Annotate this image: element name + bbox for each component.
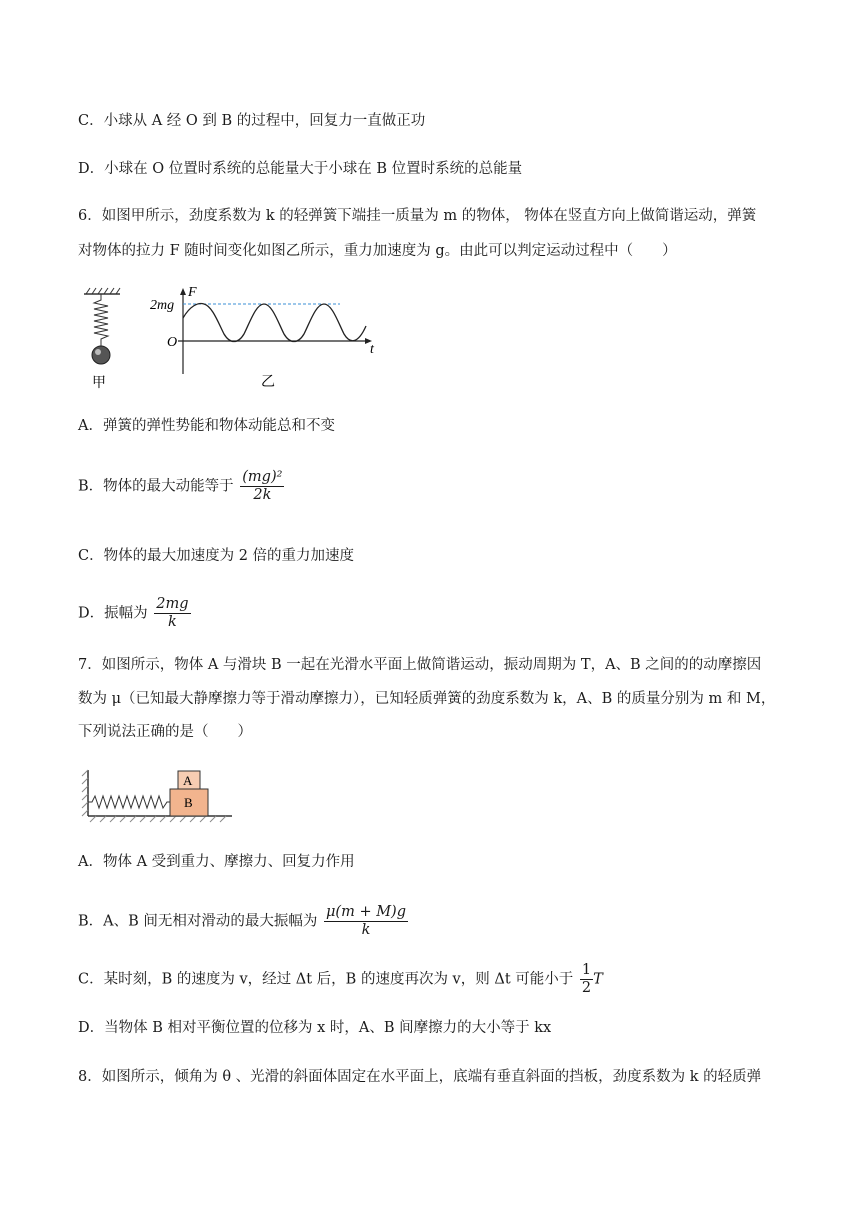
period-symbol: T [593, 971, 603, 988]
q6-option-d-text: D．振幅为 [78, 605, 148, 622]
q6-option-b [78, 469, 284, 504]
label-2mg: 2mg [150, 298, 175, 313]
q6-stem-line2: 对物体的拉力 F 随时间变化如图乙所示，重力加速度为 g。由此可以判定运动过程中（ ） [78, 243, 677, 259]
q7-option-b [78, 904, 408, 939]
fraction-numerator: (mg)² [242, 469, 283, 485]
q7-option-a: A．物体 A 受到重力、摩擦力、回复力作用 [78, 854, 355, 870]
q8-stem-line1: 8．如图所示，倾角为 θ 、光滑的斜面体固定在水平面上，底端有垂直斜面的挡板，劲度系数为 k 的轻质弹 [78, 1069, 762, 1085]
block-a-label: A [183, 773, 193, 788]
q7-option-d: D．当物体 B 相对平衡位置的位移为 x 时，A、B 间摩擦力的大小等于 kx [78, 1020, 552, 1036]
spring-ceiling [84, 288, 120, 294]
q6-stem-line1: 6．如图甲所示，劲度系数为 k 的轻弹簧下端挂一质量为 m 的物体， 物体在竖直方向上做简谐运动，弹簧 [78, 208, 757, 224]
fraction-denominator: k [361, 922, 371, 938]
fraction-max-amplitude [324, 904, 408, 939]
fraction-amplitude [154, 596, 190, 631]
label-jia: 甲 [92, 376, 106, 391]
horizontal-spring [88, 796, 170, 808]
fraction-numerator: 1 [581, 962, 592, 978]
q5-option-d: D．小球在 O 位置时系统的总能量大于小球在 B 位置时系统的总能量 [78, 161, 523, 177]
fraction-numerator: 2mg [156, 596, 189, 612]
label-F: F [188, 285, 197, 300]
q6-option-d [78, 596, 191, 631]
q6-option-c: C．物体的最大加速度为 2 倍的重力加速度 [78, 548, 355, 564]
hanging-spring [94, 294, 108, 346]
q7-stem-line1: 7．如图所示，物体 A 与滑块 B 一起在光滑水平面上做简谐运动，振动周期为 T，A、B 之间的的动摩擦因 [78, 657, 762, 673]
q5-option-c: C．小球从 A 经 O 到 B 的过程中，回复力一直做正功 [78, 113, 426, 129]
label-t: t [370, 342, 374, 357]
q6-option-a: A．弹簧的弹性势能和物体动能总和不变 [78, 418, 335, 434]
q7-stem-line3: 下列说法正确的是（ ） [78, 724, 252, 740]
fraction-half [580, 962, 593, 997]
hanging-ball [92, 346, 110, 364]
q7-figure [78, 764, 238, 828]
fraction-denominator: 2 [581, 980, 592, 996]
fraction-numerator: μ(m + M)g [326, 904, 406, 920]
fraction-max-kinetic-energy [240, 469, 284, 504]
block-b-label: B [184, 795, 193, 810]
q7-option-c [78, 962, 603, 997]
label-yi: 乙 [261, 375, 275, 390]
q6-option-b-text: B．物体的最大动能等于 [78, 478, 234, 495]
q7-option-c-text: C．某时刻，B 的速度为 v，经过 Δt 后，B 的速度再次为 v，则 Δt 可能小于 [78, 971, 574, 988]
fraction-denominator: k [167, 614, 177, 630]
q7-stem-line2: 数为 μ（已知最大静摩擦力等于滑动摩擦力），已知轻质弹簧的劲度系数为 k，A、B 的质量分别为 m 和 M， [78, 691, 776, 707]
label-origin: O [167, 335, 178, 350]
q7-option-b-text: B．A、B 间无相对滑动的最大振幅为 [78, 913, 318, 930]
force-curve [183, 304, 366, 342]
fraction-denominator: 2k [253, 487, 272, 503]
q6-figure [78, 282, 388, 392]
